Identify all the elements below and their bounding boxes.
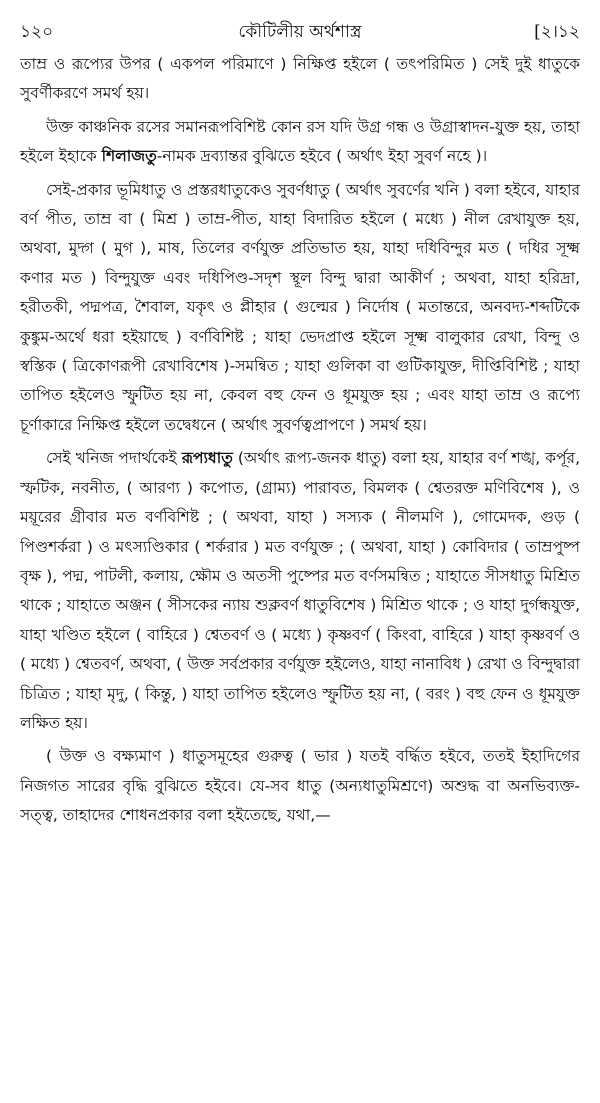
paragraph-2-text-after: -নামক দ্রব্যান্তর বুঝিতে হইবে ( অর্থাৎ ইহা সুবর্ণ নহে )। (156, 147, 488, 166)
paragraph-4-bold-term: রূপ্যধাতু (181, 449, 233, 468)
paragraph-4-text-before: সেই খনিজ পদার্থকেই (46, 449, 182, 468)
section-reference: [২।১২ (534, 22, 580, 42)
paragraph-5-text: ( উক্ত ও বক্ষ্যমাণ ) ধাতুসমূহের গুরুত্ব ( ভার ) যতই বর্দ্ধিত হইবে, ততই ইহাদিগের নিজগত সারের বৃদ্ধি বুঝিতে হইবে। যে-সব ধাতু (অন্যধাতুমিশ্রণে) অশুদ্ধ বা অনভিব্যক্ত-সত্ত্ব, তাহাদের শোধনপ্রকার বলা হইতেছে, যথা,— (20, 747, 580, 825)
paragraph-2 (20, 113, 580, 172)
paragraph-4-text-after: (অর্থাৎ রূপ্য-জনক ধাতু) বলা হয়, যাহার বর্ণ শঙ্খ, কর্পূর, স্ফটিক, নবনীত, ( আরণ্য ) কপোত, (গ্রাম্য) পারাবত, বিমলক ( শ্বেতরক্ত মণিবিশেষ ), ও ময়ূরের গ্রীবার মত বর্ণবিশিষ্ট ; ( অথবা, যাহা ) সস্যক ( নীলমণি ), গোমেদক, গুড় ( পিণ্ডশর্করা ) ও মৎস্যণ্ডিকার ( শর্করার ) মত বর্ণযুক্ত ; ( অথবা, যাহা ) কোবিদার ( তাম্রপুষ্প বৃক্ষ ), পদ্ম, পাটলী, কলায়, ক্ষৌম ও অতসী পুষ্পের মত বর্ণসমন্বিত ; যাহাতে সীসধাতু মিশ্রিত থাকে ; যাহাতে অঞ্জন ( সীসকের ন্যায় শুক্লবর্ণ ধাতুবিশেষ ) মিশ্রিত থাকে ; ও যাহা দুর্গন্ধযুক্ত, যাহা খণ্ডিত হইলে ( বাহিরে ) শ্বেতবর্ণ ও ( মধ্যে ) কৃষ্ণবর্ণ ( কিংবা, বাহিরে ) যাহা কৃষ্ণবর্ণ ও ( মধ্যে ) শ্বেতবর্ণ, অথবা, ( উক্ত সর্বপ্রকার বর্ণযুক্ত হইলেও, যাহা নানাবিধ ) রেখা ও বিন্দুদ্বারা চিত্রিত ; যাহা মৃদু, ( কিন্তু, ) যাহা তাপিত হইলেও স্ফুটিত হয় না, ( বরং ) বহু ফেন ও ধূমযুক্ত লক্ষিত হয়। (20, 449, 581, 732)
book-page (20, 18, 580, 831)
paragraph-2-text-before: উক্ত কাঞ্চনিক রসের সমানরূপবিশিষ্ট কোন রস যদি উগ্র গন্ধ ও উগ্রাস্বাদন-যুক্ত হয়, তাহা হইলে ইহাকে (20, 117, 580, 166)
paragraph-3-text: সেই-প্রকার ভূমিধাতু ও প্রস্তরধাতুকেও সুবর্ণধাতু ( অর্থাৎ সুবর্ণের খনি ) বলা হইবে, যাহার বর্ণ পীত, তাম্র বা ( মিশ্র ) তাম্র-পীত, যাহা বিদারিত হইলে ( মধ্যে ) নীল রেখাযুক্ত হয়, অথবা, মুদ্গ ( মুগ ), মাষ, তিলের বর্ণযুক্ত প্রতিভাত হয়, যাহা দধিবিন্দুর মত ( দধির সূক্ষ্ম কণার মত ) বিন্দুযুক্ত এবং দধিপিণ্ড-সদৃশ স্থূল বিন্দু দ্বারা আকীর্ণ ; অথবা, যাহা হরিদ্রা, হরীতকী, পদ্মপত্র, শৈবাল, যকৃৎ ও প্লীহার ( গুল্মের ) নির্দোষ ( মতান্তরে, অনবদ্য-শব্দটিকে কুঙ্কুম-অর্থে ধরা হইয়াছে ) বর্ণবিশিষ্ট ; যাহা ভেদপ্রাপ্ত হইলে সূক্ষ্ম বালুকার রেখা, বিন্দু ও স্বস্তিক ( ত্রিকোণরূপী রেখাবিশেষ )-সমন্বিত ; যাহা গুলিকা বা গুটিকাযুক্ত, দীপ্তিবিশিষ্ট ; যাহা তাপিত হইলেও স্ফুটিত হয় না, কেবল বহু ফেন ও ধূমযুক্ত হয় ; এবং যাহা তাম্র ও রূপ্যে চূর্ণাকারে নিক্ষিপ্ত হইলে তদ্বেধনে ( অর্থাৎ সুবর্ণত্বপ্রাপণে ) সমর্থ হয়। (20, 180, 580, 434)
running-title: কৌটিলীয় অর্থশাস্ত্র (238, 22, 362, 42)
paragraph-5 (20, 742, 580, 830)
paragraph-2-bold-term: শিলাজতু (101, 147, 157, 166)
page-number: ১২০ (20, 22, 54, 42)
paragraph-1-text: তাম্র ও রূপ্যের উপর ( একপল পরিমাণে ) নিক্ষিপ্ত হইলে ( তৎপরিমিত ) সেই দুই ধাতুকে সুবর্ণীকরণে সমর্থ হয়। (20, 55, 580, 103)
paragraph-3 (20, 176, 580, 441)
page-header (20, 18, 580, 50)
paragraph-4 (20, 444, 580, 738)
paragraph-1 (20, 50, 580, 109)
